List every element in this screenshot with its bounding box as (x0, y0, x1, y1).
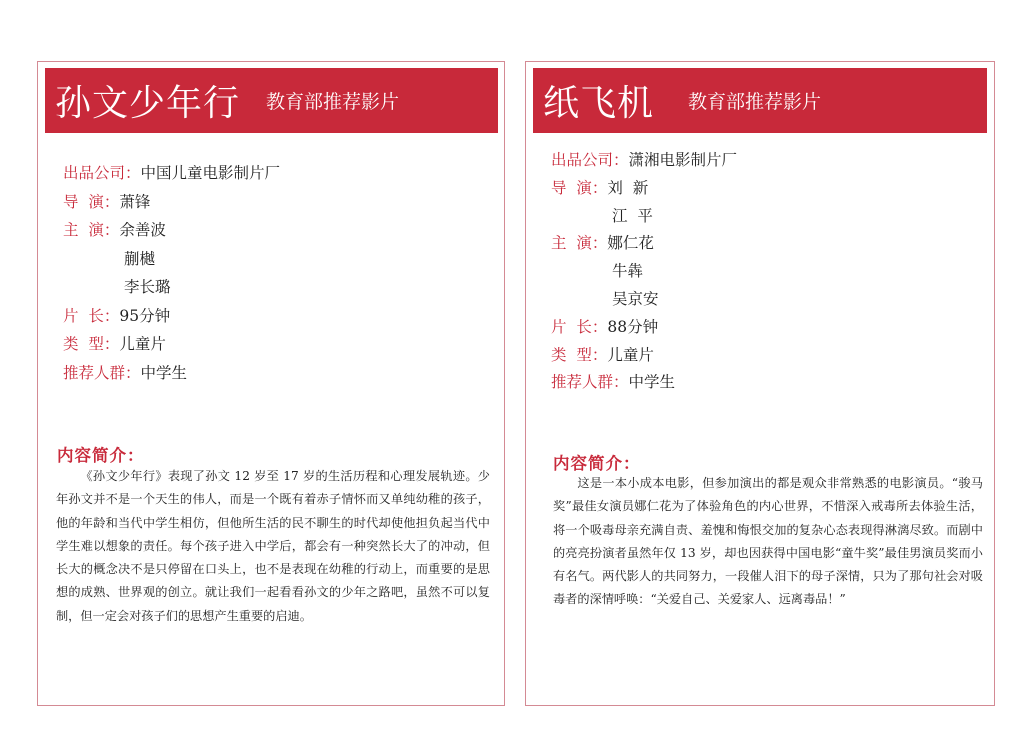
genre-row (63, 330, 280, 359)
cast-label: 主 演： (551, 234, 608, 253)
director-row (551, 175, 737, 203)
company-value: 潇湘电影制片厂 (628, 151, 738, 169)
cast-value: 娜仁花 (607, 234, 654, 253)
cast-value: 李长璐 (124, 278, 171, 296)
length-row (551, 314, 737, 342)
director-label: 导 演： (63, 192, 120, 211)
cast-row (551, 230, 737, 258)
cast-row (63, 216, 280, 245)
length-row (63, 302, 280, 331)
movie-title: 孙文少年行 (55, 83, 241, 124)
summary-text (56, 465, 490, 628)
audience-value: 中学生 (628, 373, 676, 392)
movie-subtitle: 教育部推荐影片 (266, 91, 400, 113)
length-label: 片 长： (551, 317, 608, 336)
director-row (63, 188, 280, 217)
cast-value: 蒯樾 (124, 249, 156, 268)
genre-label: 类 型： (551, 345, 608, 364)
genre-row (551, 342, 737, 370)
audience-row (551, 369, 737, 397)
movie-card-sunwen (37, 61, 505, 706)
company-label: 出品公司： (551, 151, 629, 169)
movie-title: 纸飞机 (543, 83, 655, 124)
audience-label: 推荐人群： (551, 373, 629, 392)
title-banner (45, 68, 498, 133)
length-value: 88分钟 (607, 317, 659, 336)
director-label: 导 演： (551, 178, 608, 197)
movie-subtitle: 教育部推荐影片 (688, 91, 822, 113)
summary-heading: 内容简介： (57, 446, 145, 465)
genre-value: 儿童片 (607, 345, 654, 364)
company-row (63, 159, 280, 188)
summary-paragraph: 《孙文少年行》表现了孙文 12 岁至 17 岁的生活历程和心理发展轨迹。少年孙文并不是一个天生的伟人，而是一个既有着赤子情怀而又单纯幼稚的孩子，他的年龄和当代中学生相仿，但他所生活的民不聊生的时代却使他担负起当代中学生难以想象的责任。每个孩子进入中学后，都会有一种突然长大了的冲动，但长大的概念决不是只停留在口头上，也不是表现在幼稚的行动上，而重要的是思想的成熟、世界观的创立。就让我们一起看看孙文的少年之路吧，虽然不可以复制，但一定会对孩子们的思想产生重要的启迪。 (56, 469, 490, 623)
director-value: 刘 新 (607, 178, 649, 197)
cast-value: 牛犇 (612, 262, 644, 281)
genre-value: 儿童片 (119, 335, 166, 353)
movie-card-paper-plane (525, 61, 995, 706)
cast-value: 吴京安 (612, 289, 659, 308)
audience-label: 推荐人群： (63, 363, 141, 382)
company-value: 中国儿童电影制片厂 (140, 164, 281, 182)
summary-text (553, 472, 983, 612)
movie-info (551, 147, 737, 397)
title-banner (533, 68, 987, 133)
length-value: 95分钟 (119, 306, 171, 325)
audience-value: 中学生 (140, 363, 188, 382)
summary-paragraph: 这是一本小成本电影，但参加演出的都是观众非常熟悉的电影演员。“骏马奖”最佳女演员娜仁花为了体验角色的内心世界，不惜深入戒毒所去体验生活，将一个吸毒母亲充满自责、羞愧和悔恨交加的复杂心态表现得淋漓尽致。而剧中的亮亮扮演者虽然年仅 13 岁，却也因获得中国电影“童牛奖”最佳男演员奖而小有名气。两代影人的共同努力，一段催人泪下的母子深情，只为了那句社会对吸毒者的深情呼唤：“关爱自己、关爱家人、远离毒品！” (553, 476, 983, 607)
cast-value: 余善波 (119, 221, 166, 239)
director-value: 江 平 (612, 206, 653, 225)
audience-row (63, 359, 280, 388)
director-value: 萧锋 (119, 192, 151, 211)
cast-label: 主 演： (63, 221, 120, 239)
movie-info (63, 159, 280, 387)
length-label: 片 长： (63, 306, 120, 325)
company-row (551, 147, 737, 175)
genre-label: 类 型： (63, 335, 120, 353)
summary-heading: 内容简介： (553, 454, 641, 473)
company-label: 出品公司： (63, 164, 141, 182)
